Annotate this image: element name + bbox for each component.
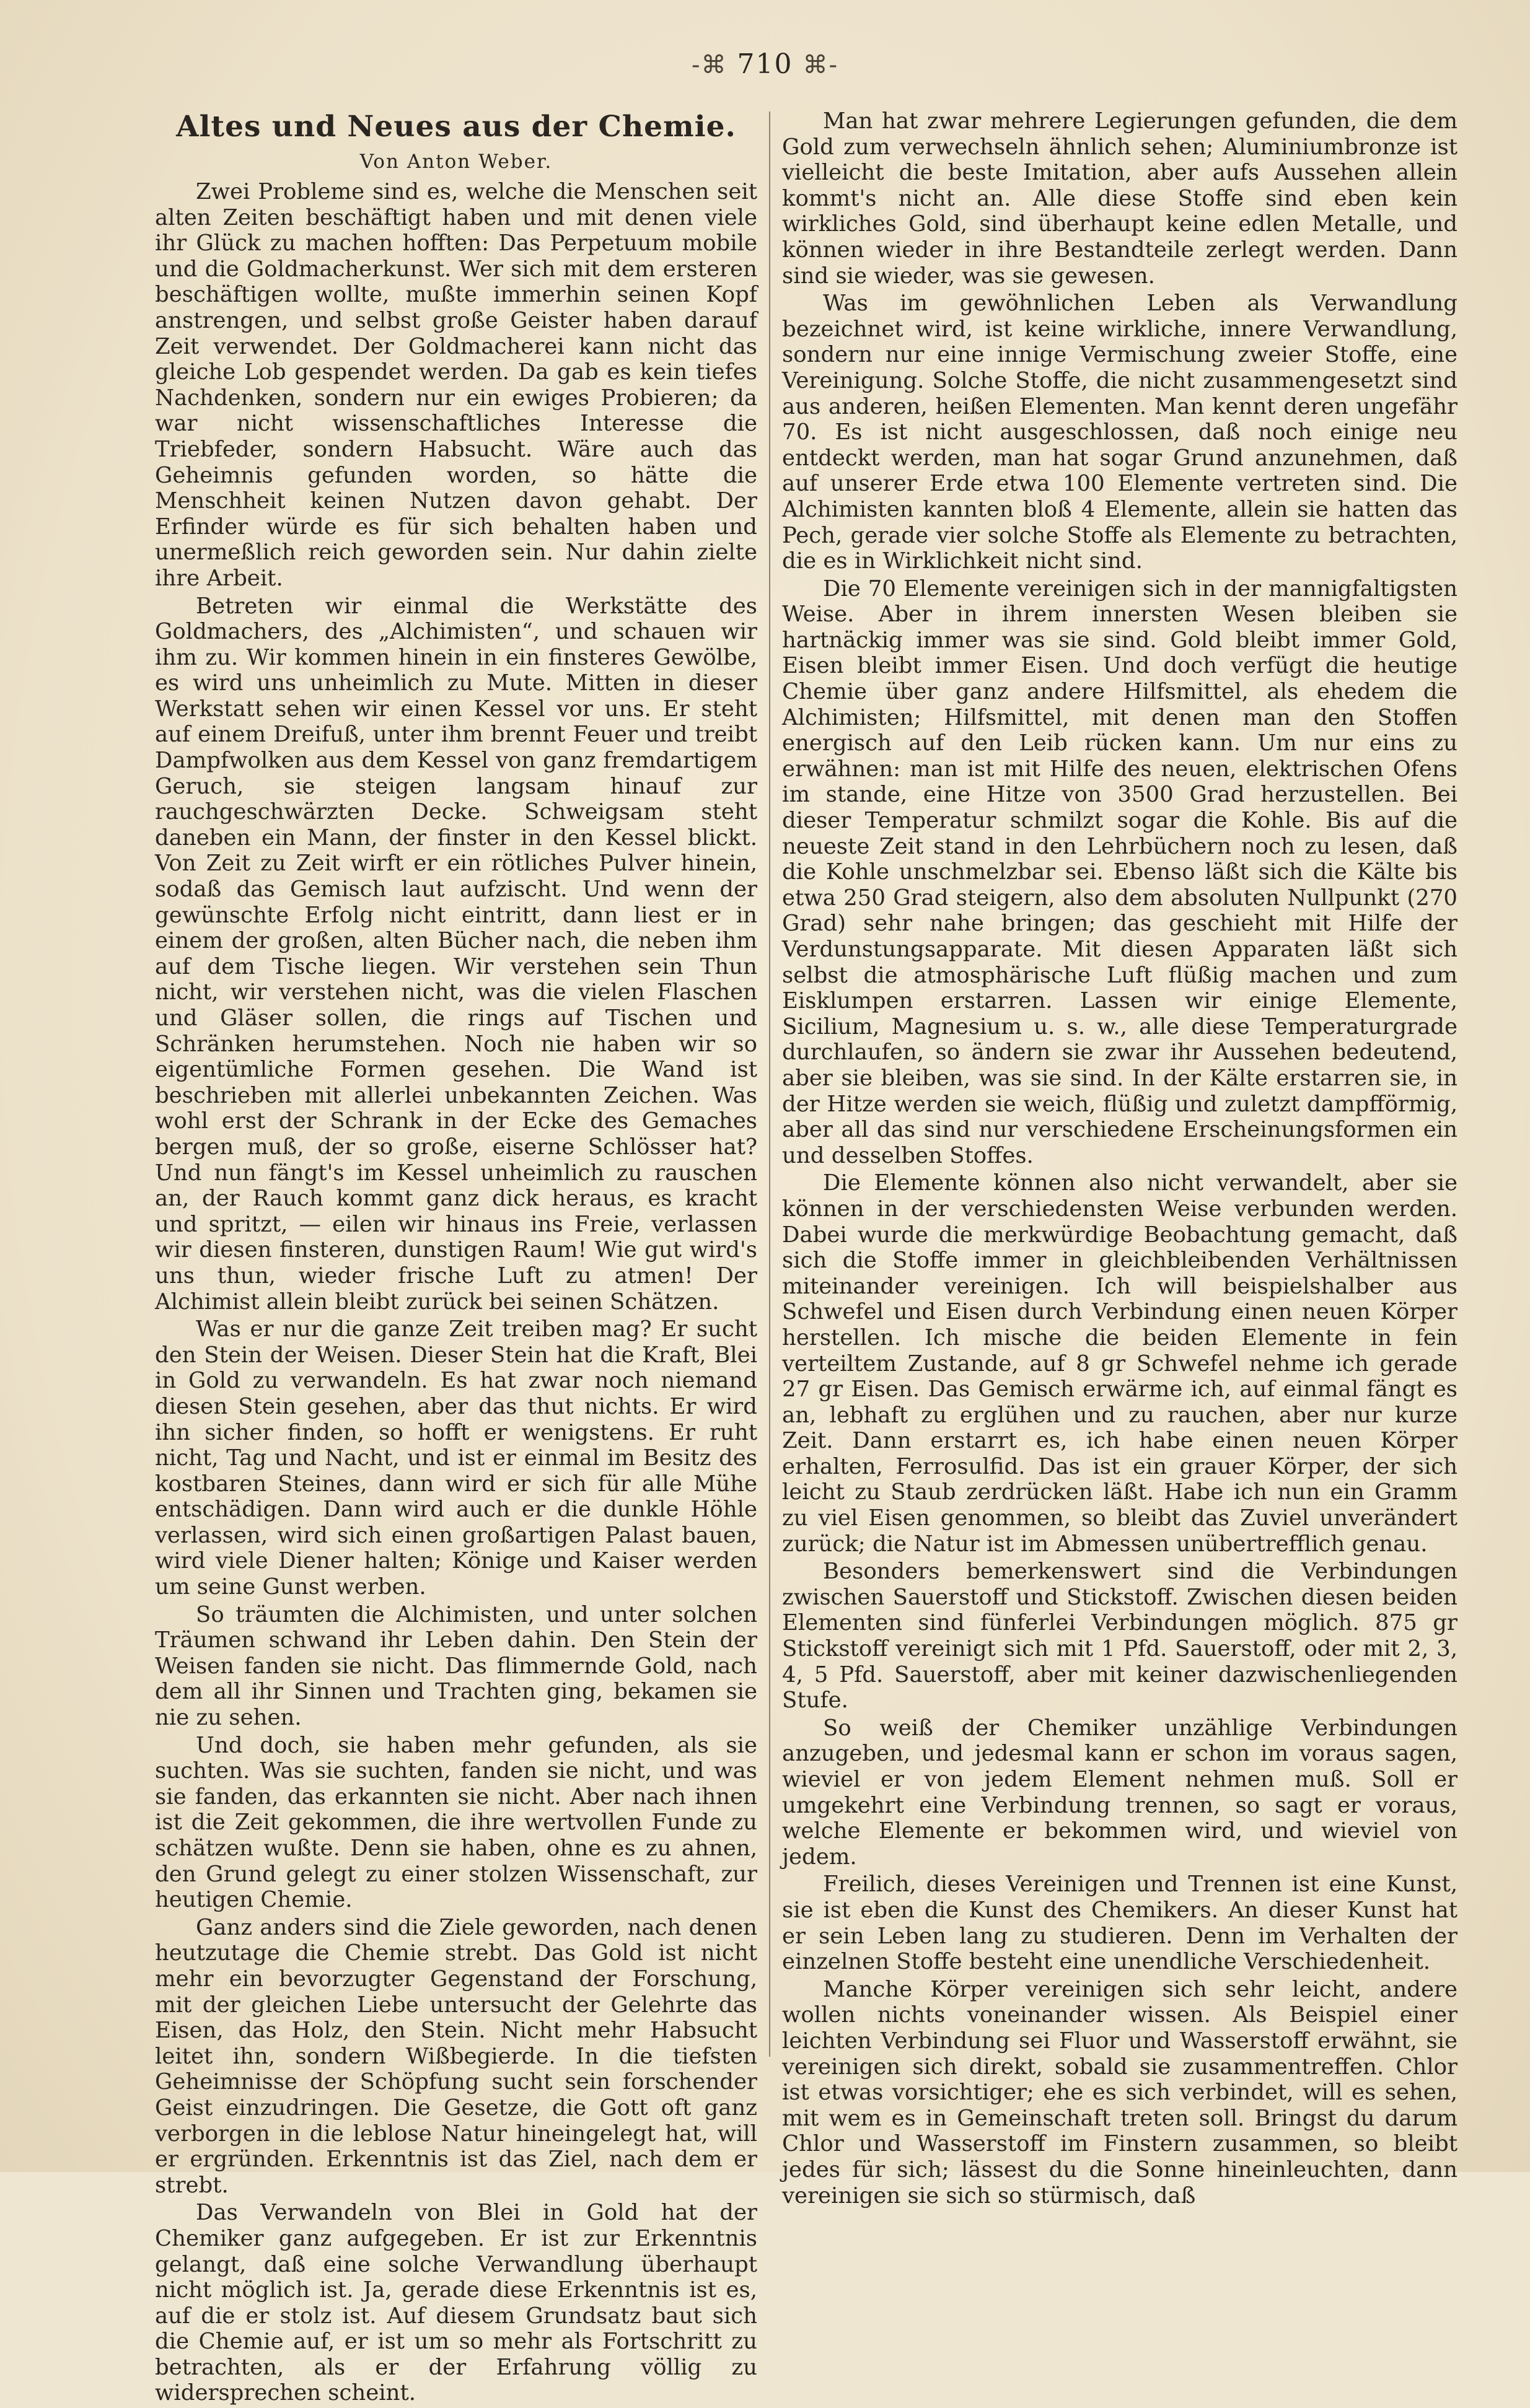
paragraph: Besonders bemerkenswert sind die Verbindungen zwischen Sauerstoff und Stickstoff. Zwischen diesen beiden Elementen sind fünferlei Verbindungen möglich. 875 gr Stickstoff vereinigt sich mit 1 Pfd. Sauerstoff, oder mit 2, 3, 4, 5 Pfd. Sauerstoff, aber mit keiner dazwischenliegenden Stufe. [782, 1559, 1457, 1714]
paragraph: Manche Körper vereinigen sich sehr leicht, andere wollen nichts voneinander wissen. Als Beispiel einer leichten Verbindung sei Fluor und Wasserstoff erwähnt, sie vereinigen sich direkt, sobald sie zusammentreffen. Chlor ist etwas vorsichtiger; ehe es sich verbindet, will es sehen, mit wem es in Gemeinschaft treten soll. Bringst du darum Chlor und Wasserstoff im Finstern zusammen, so bleibt jedes für sich; lässest du die Sonne hineinleuchten, dann vereinigen sie sich so stürmisch, daß [782, 1976, 1457, 2209]
paragraph: Die Elemente können also nicht verwandelt, aber sie können in der verschiedensten Weise verbunden werden. Dabei wurde die merkwürdige Beobachtung gemacht, daß sich die Stoffe immer in gleichbleibenden Verhältnissen miteinander vereinigen. Ich will beispielshalber aus Schwefel und Eisen durch Verbindung einen neuen Körper herstellen. Ich mische die beiden Elemente in fein verteiltem Zustande, auf 8 gr Schwefel nehme ich gerade 27 gr Eisen. Das Gemisch erwärme ich, auf einmal fängt es an, lebhaft zu erglühen und zu rauchen, aber nur kurze Zeit. Dann erstarrt es, ich habe einen neuen Körper erhalten, Ferrosulfid. Das ist ein grauer Körper, der sich leicht zu Staub zerdrücken läßt. Habe ich nun ein Gramm zu viel Eisen genommen, so bleibt das Zuviel unverändert zurück; die Natur ist im Abmessen unübertrefflich genau. [782, 1170, 1457, 1557]
paragraph: Was im gewöhnlichen Leben als Verwandlung bezeichnet wird, ist keine wirkliche, innere Verwandlung, sondern nur eine innige Vermischung zweier Stoffe, eine Vereinigung. Solche Stoffe, die nicht zusammengesetzt sind aus anderen, heißen Elementen. Man kennt deren ungefähr 70. Es ist nicht ausgeschlossen, daß noch einige neu entdeckt werden, man hat sogar Grund anzunehmen, daß auf unserer Erde etwa 100 Elemente vertreten sind. Die Alchimisten kannten bloß 4 Elemente, allein sie hatten das Pech, gerade vier solche Stoffe als Elemente zu betrachten, die es in Wirklichkeit nicht sind. [782, 291, 1457, 574]
paragraph: So weiß der Chemiker unzählige Verbindungen anzugeben, und jedesmal kann er schon im voraus sagen, wieviel er von jedem Element nehmen muß. Soll er umgekehrt eine Verbindung trennen, so sagt er voraus, welche Elemente er bekommen wird, und wieviel von jedem. [782, 1715, 1457, 1870]
paragraph: Betreten wir einmal die Werkstätte des Goldmachers, des „Alchimisten“, und schauen wir ihm zu. Wir kommen hinein in ein finsteres Gewölbe, es wird uns unheimlich zu Mute. Mitten in dieser Werkstatt sehen wir einen Kessel vor uns. Er steht auf einem Dreifuß, unter ihm brennt Feuer und treibt Dampfwolken aus dem Kessel von ganz fremdartigem Geruch, sie steigen langsam hinauf zur rauchgeschwärzten Decke. Schweigsam steht daneben ein Mann, der finster in den Kessel blickt. Von Zeit zu Zeit wirft er ein rötliches Pulver hinein, sodaß das Gemisch laut aufzischt. Und wenn der gewünschte Erfolg nicht eintritt, dann liest er in einem der großen, alten Bücher nach, die neben ihm auf dem Tische liegen. Wir verstehen sein Thun nicht, wir verstehen nicht, was die vielen Flaschen und Gläser sollen, die rings auf Tischen und Schränken herumstehen. Noch nie haben wir so eigentümliche Formen gesehen. Die Wand ist beschrieben mit allerlei unbekannten Zeichen. Was wohl erst der Schrank in der Ecke des Gemaches bergen muß, der so große, eiserne Schlösser hat? Und nun fängt's im Kessel unheimlich zu rauschen an, der Rauch kommt ganz dick heraus, es kracht und spritzt, — eilen wir hinaus ins Freie, verlassen wir diesen finsteren, dunstigen Raum! Wie gut wird's uns thun, wieder frische Luft zu atmen! Der Alchimist allein bleibt zurück bei seinen Schätzen. [155, 593, 757, 1315]
paragraph: Und doch, sie haben mehr gefunden, als sie suchten. Was sie suchten, fanden sie nicht, und was sie fanden, das erkannten sie nicht. Aber nach ihnen ist die Zeit gekommen, die ihre wertvollen Funde zu schätzen wußte. Denn sie haben, ohne es zu ahnen, den Grund gelegt zu einer stolzen Wissenschaft, zur heutigen Chemie. [155, 1732, 757, 1913]
right-column [782, 108, 1457, 2210]
paragraph: Zwei Probleme sind es, welche die Menschen seit alten Zeiten beschäftigt haben und mit denen viele ihr Glück zu machen hofften: Das Perpetuum mobile und die Goldmacherkunst. Wer sich mit dem ersteren beschäftigen wollte, mußte immerhin seinen Kopf anstrengen, und selbst große Geister haben darauf Zeit verwendet. Der Goldmacherei kann nicht das gleiche Lob gespendet werden. Da gab es kein tiefes Nachdenken, sondern nur ein ewiges Probieren; da war nicht wissenschaftliches Interesse die Triebfeder, sondern Habsucht. Wäre auch das Geheimnis gefunden worden, so hätte die Menschheit keinen Nutzen davon gehabt. Der Erfinder würde es für sich behalten haben und unermeßlich reich geworden sein. Nur dahin zielte ihre Arbeit. [155, 179, 757, 591]
ornament-right-icon: ⌘- [802, 51, 838, 79]
article-title: Altes und Neues aus der Chemie. [176, 110, 736, 144]
page-number: 710 [737, 48, 793, 80]
paragraph: Freilich, dieses Vereinigen und Trennen ist eine Kunst, sie ist eben die Kunst des Chemikers. An dieser Kunst hat er sein Leben lang zu studieren. Denn im Verhalten der einzelnen Stoffe besteht eine unendliche Verschiedenheit. [782, 1872, 1457, 1975]
paragraph: So träumten die Alchimisten, und unter solchen Träumen schwand ihr Leben dahin. Den Stein der Weisen fanden sie nicht. Das flimmernde Gold, nach dem all ihr Sinnen und Trachten ging, bekamen sie nie zu sehen. [155, 1601, 757, 1731]
page-header [0, 48, 1530, 80]
paragraph: Das Verwandeln von Blei in Gold hat der Chemiker ganz aufgegeben. Er ist zur Erkenntnis gelangt, daß eine solche Verwandlung überhaupt nicht möglich ist. Ja, gerade diese Erkenntnis ist es, auf die er stolz ist. Auf diesem Grundsatz baut sich die Chemie auf, er ist um so mehr als Fortschritt zu betrachten, als er der Erfahrung völlig zu widersprechen scheint. [155, 2200, 757, 2406]
ornament-left-icon: -⌘ [691, 51, 728, 79]
paragraph: Die 70 Elemente vereinigen sich in der mannigfaltigsten Weise. Aber in ihrem innersten Wesen bleiben sie hartnäckig immer was sie sind. Gold bleibt immer Gold, Eisen bleibt immer Eisen. Und doch verfügt die heutige Chemie über ganz andere Hilfsmittel, als ehedem die Alchimisten; Hilfsmittel, mit denen man den Stoffen energisch auf den Leib rücken kann. Um nur eins zu erwähnen: man ist mit Hilfe des neuen, elektrischen Ofens im stande, eine Hitze von 3500 Grad herzustellen. Bei dieser Temperatur schmilzt sogar die Kohle. Bis auf die neueste Zeit stand in den Lehrbüchern noch zu lesen, daß die Kohle unschmelzbar sei. Ebenso läßt sich die Kälte bis etwa 250 Grad steigern, also dem absoluten Nullpunkt (270 Grad) sehr nahe bringen; das geschieht mit Hilfe der Verdunstungsapparate. Mit diesen Apparaten läßt sich selbst die atmosphärische Luft flüßig machen und zum Eisklumpen erstarren. Lassen wir einige Elemente, Sicilium, Magnesium u. s. w., alle diese Temperaturgrade durchlaufen, so ändern sie zwar ihr Aussehen bedeutend, aber sie bleiben, was sie sind. In der Kälte erstarren sie, in der Hitze werden sie weich, flüßig und zuletzt dampfförmig, aber all das sind nur verschiedene Erscheinungsformen ein und desselben Stoffes. [782, 576, 1457, 1168]
article-byline: Von Anton Weber. [359, 151, 553, 173]
paragraph: Was er nur die ganze Zeit treiben mag? Er sucht den Stein der Weisen. Dieser Stein hat die Kraft, Blei in Gold zu verwandeln. Es hat zwar noch niemand diesen Stein gesehen, aber das thut nichts. Er wird ihn sicher finden, so hofft er wenigstens. Er ruht nicht, Tag und Nacht, und ist er einmal im Besitz des kostbaren Steines, dann wird er sich für alle Mühe entschädigen. Dann wird auch er die dunkle Höhle verlassen, wird sich einen großartigen Palast bauen, wird viele Diener halten; Könige und Kaiser werden um seine Gunst werben. [155, 1316, 757, 1600]
paragraph: Ganz anders sind die Ziele geworden, nach denen heutzutage die Chemie strebt. Das Gold ist nicht mehr ein bevorzugter Gegenstand der Forschung, mit der gleichen Liebe untersucht der Gelehrte das Eisen, das Holz, den Stein. Nicht mehr Habsucht leitet ihn, sondern Wißbegierde. In die tiefsten Geheimnisse der Schöpfung sucht sein forschender Geist einzudringen. Die Gesetze, die Gott oft ganz verborgen in die leblose Natur hineingelegt hat, will er ergründen. Erkenntnis ist das Ziel, nach dem er strebt. [155, 1914, 757, 2198]
left-column [155, 108, 757, 2408]
paragraph: Man hat zwar mehrere Legierungen gefunden, die dem Gold zum verwechseln ähnlich sehen; Aluminiumbronze ist vielleicht die beste Imitation, aber aufs Aussehen allein kommt's nicht an. Alle diese Stoffe sind eben kein wirkliches Gold, sind überhaupt keine edlen Metalle, und können wieder in ihre Bestandteile zerlegt werden. Dann sind sie wieder, was sie gewesen. [782, 108, 1457, 289]
column-divider [769, 112, 770, 2057]
